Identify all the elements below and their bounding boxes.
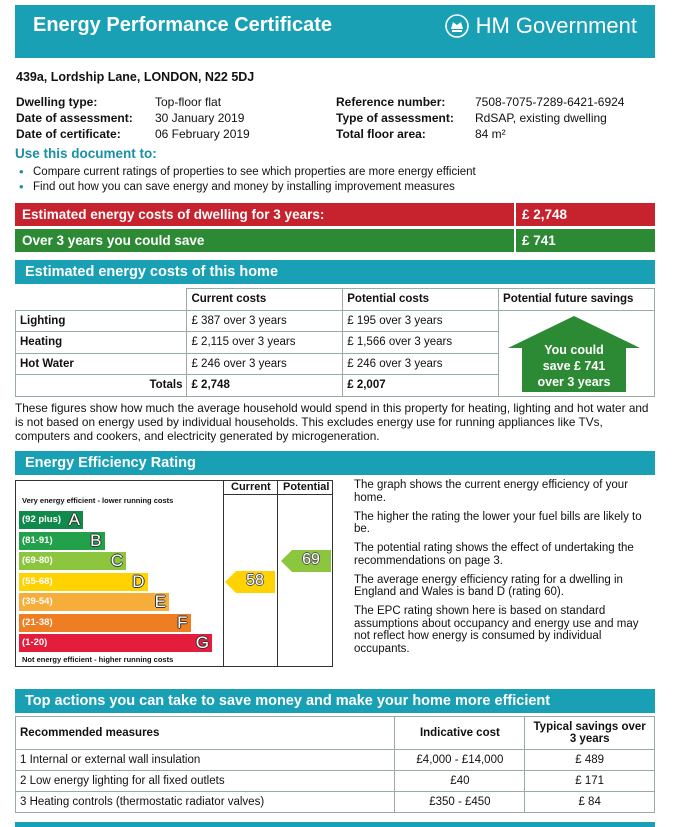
dwelling-type-label: Dwelling type: — [16, 95, 98, 109]
savings-band — [15, 229, 655, 252]
row-label: Hot Water — [16, 353, 187, 375]
current-cost-cell: £ 387 over 3 years — [187, 310, 343, 332]
estimated-costs-band — [15, 203, 655, 226]
details-right — [336, 94, 656, 144]
col-current-costs: Current costs — [187, 289, 343, 311]
band-letter: C — [110, 551, 123, 570]
current-cost-cell: £ 2,115 over 3 years — [187, 332, 343, 354]
potential-cost-cell: £ 195 over 3 years — [343, 310, 499, 332]
measure-cell: 1 Internal or external wall insulation — [16, 750, 395, 771]
energy-rating-graph — [15, 480, 333, 667]
saving-cell: £ 489 — [525, 750, 655, 771]
table-row — [16, 717, 655, 750]
savings-message — [508, 342, 640, 390]
reference-number-label: Reference number: — [336, 95, 446, 109]
dwelling-type-value: Top-floor flat — [155, 95, 222, 109]
band-letter: B — [90, 530, 102, 550]
gov-name: HM Government — [475, 13, 637, 38]
table-row — [16, 289, 655, 311]
estimated-costs-label: Estimated energy costs of dwelling for 3 years: — [22, 207, 325, 222]
reference-number-value: 7508-7075-7289-6421-6924 — [475, 95, 625, 109]
totals-potential: £ 2,007 — [343, 375, 499, 397]
rating-band-a — [19, 511, 83, 529]
potential-cost-cell: £ 1,566 over 3 years — [343, 332, 499, 354]
band-letter: D — [132, 571, 145, 591]
hm-government-logo — [444, 13, 637, 39]
savings-line: You could — [544, 343, 604, 357]
totals-label: Totals — [16, 375, 187, 397]
description-paragraph: The potential rating shows the effect of undertaking the recommendations on page 3. — [354, 542, 634, 567]
current-rating-arrow-value: 58 — [246, 571, 264, 589]
rating-band-d — [19, 573, 148, 591]
saving-cell: £ 84 — [525, 792, 655, 813]
assessment-type-label: Type of assessment: — [336, 111, 454, 125]
band-letter: F — [177, 612, 188, 632]
measure-cell: 3 Heating controls (thermostatic radiator valves) — [16, 792, 395, 813]
row-label: Heating — [16, 332, 187, 354]
potential-cost-cell: £ 246 over 3 years — [343, 353, 499, 375]
actions-table — [15, 716, 655, 813]
rating-band-f — [19, 614, 191, 632]
band-range: (1-20) — [22, 637, 48, 648]
col-future-savings: Potential future savings — [499, 289, 655, 311]
cost-cell: £4,000 - £14,000 — [395, 750, 525, 771]
description-paragraph: The higher the rating the lower your fuel bills are likely to be. — [354, 510, 642, 535]
costs-explanation: These figures show how much the average household would spend in this property for heating, lighting and hot water and is not based on energy used by individual households. This excludes energy use for running appliances like TVs, computers and cookers, and electricity generated by microgeneration. — [15, 401, 649, 443]
band-range: (55-68) — [22, 575, 53, 587]
band-letter: A — [68, 510, 80, 529]
measure-cell: 2 Low energy lighting for all fixed outlets — [16, 771, 395, 792]
band-letter: G — [195, 633, 209, 652]
col-savings: Typical savings over 3 years — [525, 717, 655, 750]
band-letter: E — [154, 592, 166, 611]
savings-line: over 3 years — [537, 375, 611, 389]
efficiency-section-title: Energy Efficiency Rating — [25, 455, 196, 471]
assessment-type-value: RdSAP, existing dwelling — [475, 111, 607, 125]
top-note: Very energy efficient - lower running costs — [22, 496, 174, 505]
cost-cell: £350 - £450 — [395, 792, 525, 813]
savings-value: £ 741 — [522, 233, 556, 248]
assessment-date-label: Date of assessment: — [16, 111, 133, 125]
savings-house-graphic — [508, 316, 640, 392]
header-banner — [15, 5, 655, 58]
list-item: • Compare current ratings of properties to see which properties are more energy efficient — [16, 165, 476, 180]
details-left — [16, 94, 316, 144]
costs-section-header — [15, 260, 655, 284]
rating-description — [354, 479, 654, 662]
band-range: (21-38) — [22, 616, 53, 628]
rating-band-b — [19, 532, 105, 550]
savings-line: save £ 741 — [542, 359, 606, 373]
col-cost: Indicative cost — [395, 717, 525, 750]
use-document-list — [16, 165, 476, 194]
current-cost-cell: £ 246 over 3 years — [187, 353, 343, 375]
assessment-date-value: 30 January 2019 — [155, 111, 245, 125]
description-paragraph: The graph shows the current energy efficiency of your home. — [354, 479, 629, 504]
potential-rating-arrow — [281, 550, 331, 572]
table-row — [16, 792, 655, 813]
rating-band-g — [19, 634, 212, 652]
description-paragraph: The average energy efficiency rating for a dwelling in England and Wales is band D (rating 60). — [354, 573, 623, 598]
list-item: • Find out how you can save energy and money by installing improvement measures — [16, 180, 476, 195]
certificate-date-value: 06 February 2019 — [155, 127, 250, 141]
row-label: Lighting — [16, 310, 187, 332]
current-rating-arrow — [225, 571, 275, 593]
next-section-strip — [15, 822, 655, 827]
estimated-costs-value: £ 2,748 — [522, 207, 568, 222]
table-row — [16, 771, 655, 792]
bottom-note: Not energy efficient - higher running costs — [22, 655, 174, 664]
col-potential-costs: Potential costs — [343, 289, 499, 311]
rating-band-c — [19, 552, 126, 570]
col-measures: Recommended measures — [16, 717, 395, 750]
use-document-heading: Use this document to: — [15, 146, 157, 161]
band-range: (92 plus) — [22, 514, 62, 525]
table-row — [16, 750, 655, 771]
floor-area-label: Total floor area: — [336, 127, 426, 141]
royal-crest-icon — [444, 13, 470, 39]
band-range: (69-80) — [22, 555, 53, 566]
efficiency-section-header — [15, 451, 655, 475]
current-column-header: Current — [231, 481, 271, 493]
certificate-date-label: Date of certificate: — [16, 127, 121, 141]
potential-column-header: Potential — [283, 481, 330, 493]
saving-cell: £ 171 — [525, 771, 655, 792]
description-paragraph: The EPC rating shown here is based on standard assumptions about occupancy and energy use and may not reflect how energy is consumed by individual occupants. — [354, 605, 639, 655]
rating-band-e — [19, 593, 169, 611]
costs-section-title: Estimated energy costs of this home — [25, 264, 279, 280]
property-address: 439a, Lordship Lane, LONDON, N22 5DJ — [16, 70, 255, 84]
floor-area-value: 84 m² — [475, 127, 506, 141]
band-range: (81-91) — [22, 534, 53, 546]
totals-current: £ 2,748 — [187, 375, 343, 397]
actions-section-title: Top actions you can take to save money and make your home more efficient — [25, 693, 551, 709]
page-title: Energy Performance Certificate — [33, 14, 333, 36]
band-range: (39-54) — [22, 596, 53, 607]
potential-rating-arrow-value: 69 — [302, 551, 320, 568]
savings-label: Over 3 years you could save — [22, 233, 205, 248]
cost-cell: £40 — [395, 771, 525, 792]
actions-section-header — [15, 689, 655, 713]
